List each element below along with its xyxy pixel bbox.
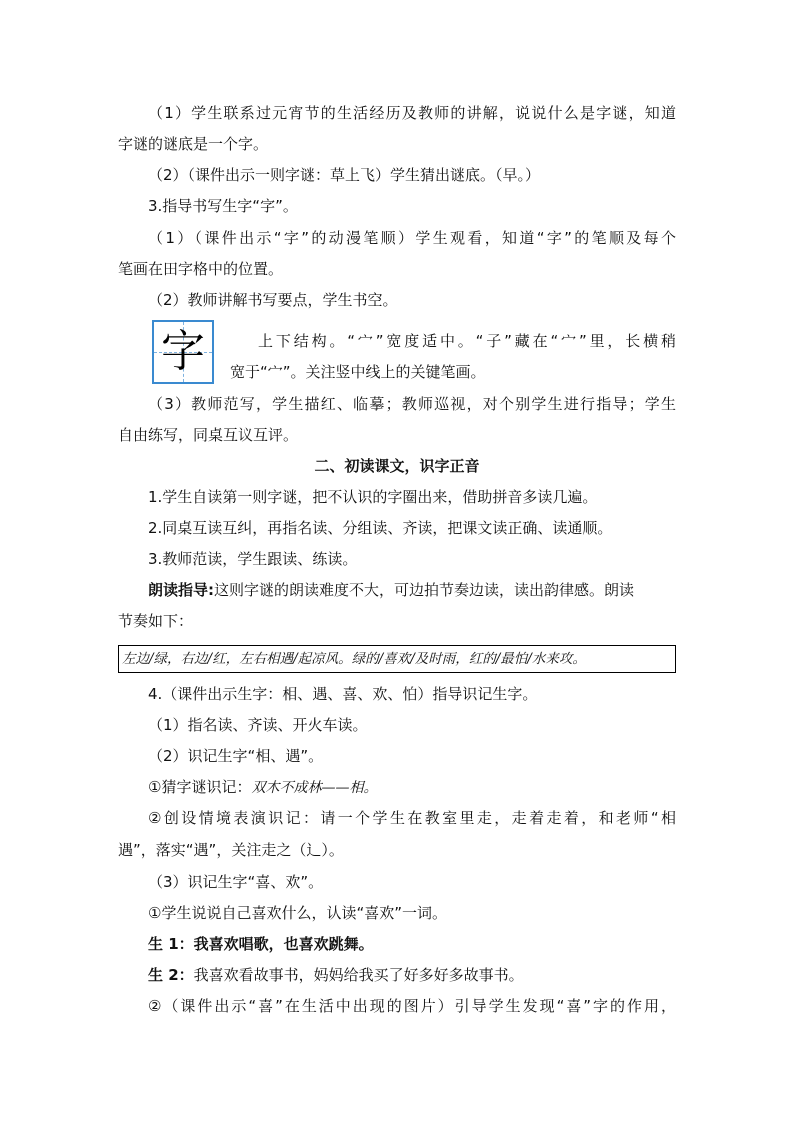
paragraph-9: 3.教师范读，学生跟读、练读。: [148, 550, 358, 568]
paragraph-14-line-2: 遇”，落实“遇”，关注走之（辶）。: [118, 841, 344, 859]
character-glyph: 字: [161, 326, 205, 377]
paragraph-15: （3）识记生字“喜、欢”。: [148, 873, 324, 891]
paragraph-7: 1.学生自读第一则字谜，把不认识的字圈出来，借助拼音多读几遍。: [148, 488, 598, 506]
student-2-text: 我喜欢看故事书，妈妈给我买了好多好多故事书。: [193, 966, 524, 984]
rhythm-text: 左边/绿，右边/红，左右相遇/起凉风。绿的/喜欢/及时雨，红的/最怕/水来攻。: [122, 651, 586, 667]
section-heading: 二、初读课文，识字正音: [314, 457, 480, 475]
paragraph-14-line-1: ②创设情境表演识记：请一个学生在教室里走，走着走着，和老师“相: [148, 809, 676, 827]
reading-guide-label: 朗读指导:: [148, 581, 214, 599]
rhythm-box: [118, 645, 676, 673]
paragraph-4-line-2: 笔画在田字格中的位置。: [118, 260, 284, 278]
student-1-line: [148, 934, 676, 954]
paragraph-6-line-1: （3）教师范写，学生描红、临摹；教师巡视，对个别学生进行指导；学生: [148, 395, 676, 413]
student-1-label: 生 1：: [148, 935, 194, 953]
paragraph-13: [148, 777, 676, 798]
paragraph-8: 2.同桌互读互纠，再指名读、分组读、齐读，把课文读正确、读通顺。: [148, 519, 613, 537]
paragraph-5: （2）教师讲解书写要点，学生书空。: [148, 291, 398, 309]
paragraph-6-line-2: 自由练写，同桌互议互评。: [118, 426, 299, 444]
paragraph-1-line-2: 字谜的谜底是一个字。: [118, 135, 269, 153]
step-3-heading: 3.指导书写生字“字”。: [148, 197, 298, 215]
paragraph-16: ①学生说说自己喜欢什么，认读“喜欢”一词。: [148, 904, 447, 922]
paragraph-11: （1）指名读、齐读、开火车读。: [148, 716, 368, 734]
tianzige-character-box: [152, 320, 214, 384]
reading-guide-line-2: 节奏如下：: [118, 612, 194, 630]
riddle-text: 双木不成林——相。: [251, 780, 378, 796]
student-2-line: [148, 965, 676, 985]
paragraph-1-line-1: （1）学生联系过元宵节的生活经历及教师的讲解，说说什么是字谜，知道: [148, 104, 676, 122]
student-2-label: 生 2：: [148, 966, 194, 984]
reading-guide-text: 这则字谜的朗读难度不大，可边拍节奏边读，读出韵律感。朗读: [214, 581, 635, 599]
paragraph-2: （2）（课件出示一则字谜：草上飞）学生猜出谜底。（早。）: [148, 166, 541, 184]
character-note-line-1: 上下结构。“宀”宽度适中。“子”藏在“宀”里，长横稍: [258, 332, 676, 350]
paragraph-4-line-1: （1）（课件出示“字”的动漫笔顺）学生观看，知道“字”的笔顺及每个: [148, 229, 676, 247]
paragraph-12: （2）识记生字“相、遇”。: [148, 747, 324, 765]
riddle-method-label: ①猜字谜识记：: [148, 778, 252, 796]
paragraph-17: ②（课件出示“喜”在生活中出现的图片）引导学生发现“喜”字的作用，: [148, 997, 676, 1015]
character-note-line-2: 宽于“宀”。关注竖中线上的关键笔画。: [230, 363, 486, 381]
reading-guide-line-1: [148, 580, 676, 600]
paragraph-10: 4.（课件出示生字：相、遇、喜、欢、怕）指导识记生字。: [148, 685, 538, 703]
student-1-text: 我喜欢唱歌，也喜欢跳舞。: [193, 935, 374, 953]
